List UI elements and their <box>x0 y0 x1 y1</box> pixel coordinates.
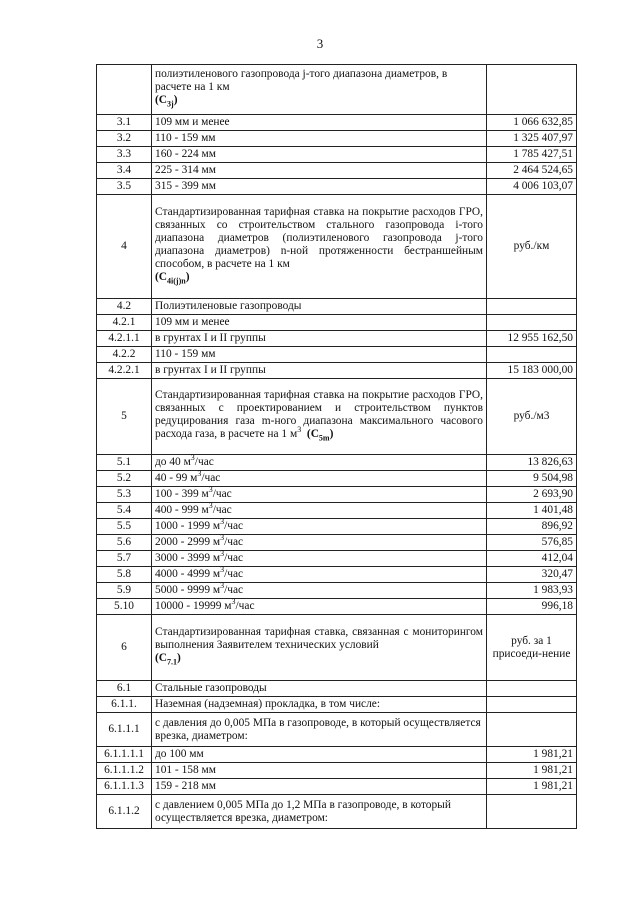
row-value: 412,04 <box>487 551 577 567</box>
row-value: 4 006 103,07 <box>487 179 577 195</box>
row-description: 5000 - 9999 $м^3$/час <box>152 583 487 599</box>
row-number: 3.3 <box>97 147 152 163</box>
row-description: 40 - 99 $м^3$/час <box>152 471 487 487</box>
row-number: 6.1.1.1.2 <box>97 763 152 779</box>
row-value: 896,92 <box>487 519 577 535</box>
page-number: 3 <box>316 36 324 51</box>
row-number: 5.6 <box>97 535 152 551</box>
row-description: 110 - 159 мм <box>152 131 487 147</box>
row-number: 5 <box>97 379 152 455</box>
row-number: 6.1.1.1 <box>97 713 152 747</box>
row-number: 5.2 <box>97 471 152 487</box>
table-row <box>97 195 577 299</box>
row-description: 100 - 399 $м^3$/час <box>152 487 487 503</box>
row-number: 5.8 <box>97 567 152 583</box>
row-description: в грунтах I и II группы <box>152 331 487 347</box>
row-number: 6.1.1.1.1 <box>97 747 152 763</box>
row-value <box>487 795 577 829</box>
row-description: 110 - 159 мм <box>152 347 487 363</box>
row-number: 3.5 <box>97 179 152 195</box>
row-value <box>487 681 577 697</box>
row-description: 109 мм и менее <box>152 115 487 131</box>
tariff-symbol: $(C_{5m})$ <box>306 427 334 443</box>
tariff-table <box>96 64 577 829</box>
table-row <box>97 299 577 315</box>
row-value: 320,47 <box>487 567 577 583</box>
table-row <box>97 471 577 487</box>
row-description: с давления до 0,005 МПа в газопроводе, в который осуществляется врезка, диаметром: <box>152 713 487 747</box>
row-value <box>487 697 577 713</box>
row-value <box>487 315 577 331</box>
row-description: полиэтиленового газопровода j-того диапазона диаметров, в расчете на 1 км $(C_{3j})$ <box>152 65 487 115</box>
table-row <box>97 681 577 697</box>
row-value: 12 955 162,50 <box>487 331 577 347</box>
row-number: 6.1.1.2 <box>97 795 152 829</box>
row-description: 109 мм и менее <box>152 315 487 331</box>
row-description: Стальные газопроводы <box>152 681 487 697</box>
table-row <box>97 331 577 347</box>
row-value: 2 693,90 <box>487 487 577 503</box>
row-unit: руб. за 1 присоеди-нение <box>487 615 577 681</box>
table-row <box>97 763 577 779</box>
row-description: Стандартизированная тарифная ставка на покрытие расходов ГРО, связанных с проектированием и строительством пунктов редуцирования газа m-ного диапазона максимального часового расхода газа, в расчете на 1 $м^3$ $(C_{5m})$ <box>152 379 487 455</box>
row-value: 1 066 632,85 <box>487 115 577 131</box>
table-row <box>97 179 577 195</box>
row-number: 5.7 <box>97 551 152 567</box>
table-row <box>97 147 577 163</box>
table-row <box>97 779 577 795</box>
table-row <box>97 363 577 379</box>
row-number: 5.10 <box>97 599 152 615</box>
row-value: 576,85 <box>487 535 577 551</box>
table-row <box>97 163 577 179</box>
table-row <box>97 599 577 615</box>
row-description: 159 - 218 мм <box>152 779 487 795</box>
table-row <box>97 115 577 131</box>
table-row <box>97 615 577 681</box>
row-value: 1 401,48 <box>487 503 577 519</box>
row-number: 4.2.2.1 <box>97 363 152 379</box>
table-row <box>97 65 577 115</box>
table-row <box>97 315 577 331</box>
row-description: 400 - 999 $м^3$/час <box>152 503 487 519</box>
row-number: 5.3 <box>97 487 152 503</box>
row-value: 2 464 524,65 <box>487 163 577 179</box>
row-description: до 40 $м^3$/час <box>152 455 487 471</box>
tariff-symbol: $(C_{7.1})$ <box>155 652 181 667</box>
row-description: 3000 - 3999 $м^3$/час <box>152 551 487 567</box>
tariff-symbol: $(C_{4i(j)n})$ <box>155 270 190 286</box>
table-row <box>97 551 577 567</box>
row-description: 4000 - 4999 $м^3$/час <box>152 567 487 583</box>
row-number: 6 <box>97 615 152 681</box>
table-row <box>97 487 577 503</box>
row-number <box>97 65 152 115</box>
row-value: 1 785 427,51 <box>487 147 577 163</box>
row-value: 1 325 407,97 <box>487 131 577 147</box>
row-description: 1000 - 1999 $м^3$/час <box>152 519 487 535</box>
row-number: 6.1.1. <box>97 697 152 713</box>
row-value: 1 981,21 <box>487 779 577 795</box>
row-value <box>487 65 577 115</box>
table-row <box>97 131 577 147</box>
row-value: 15 183 000,00 <box>487 363 577 379</box>
row-number: 4.2.2 <box>97 347 152 363</box>
row-number: 5.5 <box>97 519 152 535</box>
row-description: Полиэтиленовые газопроводы <box>152 299 487 315</box>
row-description: 225 - 314 мм <box>152 163 487 179</box>
row-description: Наземная (надземная) прокладка, в том числе: <box>152 697 487 713</box>
row-value: 996,18 <box>487 599 577 615</box>
table-row <box>97 713 577 747</box>
row-unit: руб./км <box>487 195 577 299</box>
row-value: 13 826,63 <box>487 455 577 471</box>
table-row <box>97 379 577 455</box>
tariff-symbol: $(C_{3j})$ <box>155 94 178 109</box>
row-number: 5.9 <box>97 583 152 599</box>
row-number: 3.2 <box>97 131 152 147</box>
row-value: 1 983,93 <box>487 583 577 599</box>
table-row <box>97 347 577 363</box>
row-number: 3.1 <box>97 115 152 131</box>
table-row <box>97 567 577 583</box>
row-number: 6.1.1.1.3 <box>97 779 152 795</box>
row-description: 2000 - 2999 $м^3$/час <box>152 535 487 551</box>
row-number: 6.1 <box>97 681 152 697</box>
table-row <box>97 503 577 519</box>
row-value: 1 981,21 <box>487 763 577 779</box>
row-unit: руб./м3 <box>487 379 577 455</box>
table-row <box>97 519 577 535</box>
row-number: 3.4 <box>97 163 152 179</box>
row-value: 1 981,21 <box>487 747 577 763</box>
table-row <box>97 455 577 471</box>
table-row <box>97 747 577 763</box>
row-description: с давлением 0,005 МПа до 1,2 МПа в газопроводе, в который осуществляется врезка, диаметром: <box>152 795 487 829</box>
table-row <box>97 535 577 551</box>
row-number: 5.1 <box>97 455 152 471</box>
row-number: 5.4 <box>97 503 152 519</box>
table-row <box>97 697 577 713</box>
row-description: до 100 мм <box>152 747 487 763</box>
row-number: 4 <box>97 195 152 299</box>
row-number: 4.2.1.1 <box>97 331 152 347</box>
row-description: в грунтах I и II группы <box>152 363 487 379</box>
row-description: Стандартизированная тарифная ставка, связанная с мониторингом выполнения Заявителем технических условий $(C_{7.1})$ <box>152 615 487 681</box>
row-value <box>487 299 577 315</box>
row-number: 4.2 <box>97 299 152 315</box>
row-value <box>487 347 577 363</box>
row-description: 160 - 224 мм <box>152 147 487 163</box>
table-row <box>97 795 577 829</box>
row-number: 4.2.1 <box>97 315 152 331</box>
row-description: 10000 - 19999 $м^3$/час <box>152 599 487 615</box>
row-value <box>487 713 577 747</box>
row-description: 101 - 158 мм <box>152 763 487 779</box>
row-value: 9 504,98 <box>487 471 577 487</box>
row-description: 315 - 399 мм <box>152 179 487 195</box>
row-description: Стандартизированная тарифная ставка на покрытие расходов ГРО, связанных со строительством стального газопровода i-того диапазона диаметров (полиэтиленового газопровода j-того диапазона диаметров) n-ной протяженности бестраншейным способом, в расчете на 1 км $(C_{4i(j)n})$ <box>152 195 487 299</box>
table-row <box>97 583 577 599</box>
